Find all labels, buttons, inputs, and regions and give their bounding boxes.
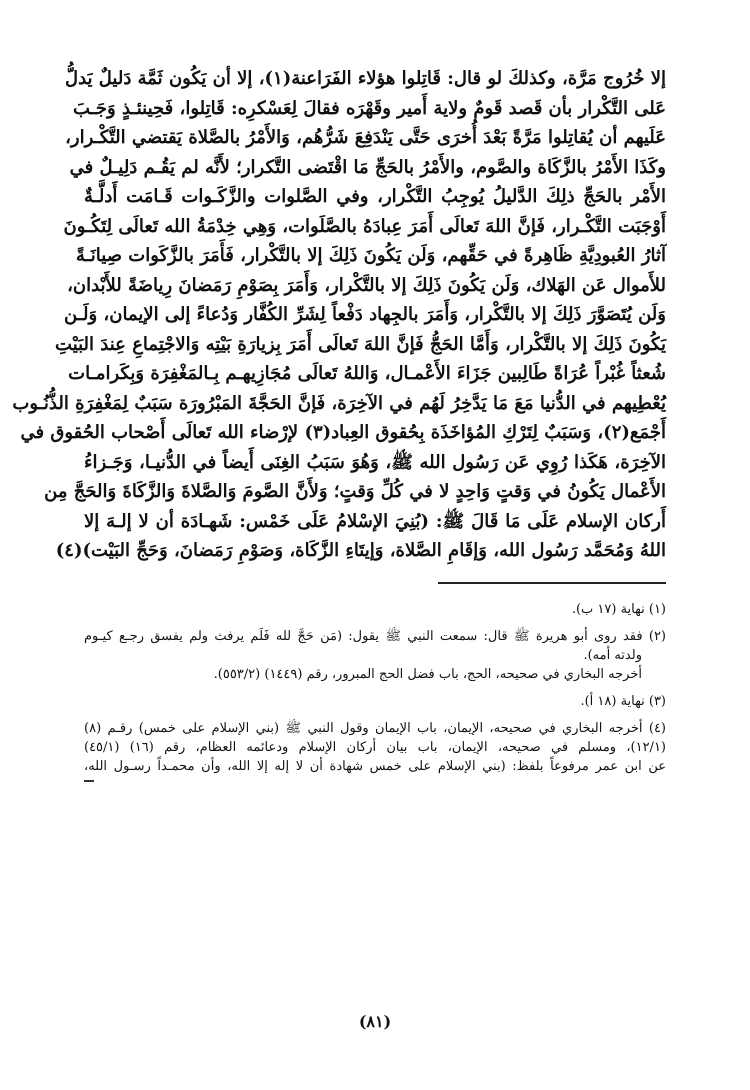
footnote-line: ولدته أمه). [583, 647, 642, 663]
text-line: الأَعْمال يَكُونُ في وَقتٍ وَاحِدٍ لا في كُلِّ وَقتٍ؛ وَلأَنَّ الصَّومَ وَالصَّلاةَ وَالزَّكَاةَ وَالحَجَّ مِن [44, 481, 666, 502]
footnote-line: (١) نهاية (١٧ ب). [571, 601, 666, 617]
text-line: اللهُ وَمُحَمَّد رَسُول الله، وَإقَامِ الصَّلاة، وَإيتَاءِ الزَّكَاة، وَصَوْمِ رَمَضانَ، وَحَجِّ البَيْت)(٤) [55, 540, 666, 561]
text-line: أَجْمَع(٢)، وَسَبَبٌ لِتَرْكِ المُؤاخَذَة بِحُقوق العِباد(٣) لإرْضاء الله تَعالَى أَصْحاب الحُقوق في [20, 422, 666, 443]
footnote-separator [438, 582, 666, 584]
page-number: (٨١) [358, 1012, 392, 1031]
text-line: يَكُونَ ذَلِكَ إلا بالتَّكْرار، وَأَمَّا الحَجُّ فَإنَّ اللهَ تَعالَى أَمَرَ بِزيارَةِ بَيْتِه وَالاجْتِماعِ عِندَ البَيْتِ [55, 333, 666, 355]
text-line: آثارُ العُبودِيَّةِ ظَاهِرةً في حَقِّهم، وَلَن يَكُونَ ذَلِكَ إلا بالتَّكْرار، فَأَمَرَ بالزَّكَوات صِيانَـةً [75, 245, 666, 266]
text-line: يُعْطِيهم في الدُّنيا مَعَ مَا يَدَّخِرُ لَهُم في الآخِرَة، فَإنَّ الحَجَّةَ المَبْرُورَة سَبَبٌ لِمَغْفِرَةِ الذُّنُـوب [12, 392, 666, 414]
continuation-mark [84, 780, 94, 782]
footnote-line: عن ابن عمر مرفوعاً بلفظ: (بني الإسلام على خمس شهادة أن لا إله إلا الله، وأن محمـداً رسـول الله، [84, 758, 666, 774]
text-line: الآخِرَة، هَكَذا رُوِي عَن رَسُول الله ﷺ، وَهُوَ سَبَبُ الغِنَى أَيضاً في الدُّنيـا، وَجَـزاءُ [84, 451, 666, 473]
text-line: عَلى التَّكْرار بأن قَصد قَومٌ ولاية أَمير وقَهْرَه فقالَ لِعَسْكرِه: قَاتِلوا، فَحِينئـذٍ وَجَـبَ [72, 97, 666, 119]
text-line: أَوْجَبَت التَّكْـرار، فَإنَّ اللهَ تَعالَى أَمَرَ عِبادَهُ بالصَّلَوات، وَهِي خِدْمَةُ الله تَعالَى لِتَكُـونَ [63, 215, 666, 237]
footnote-line: (٤) أخرجه البخاري في صحيحه، الإيمان، باب الإيمان وقول النبي ﷺ (بني الإسلام على خمس) رقـم (٨) [84, 720, 666, 736]
footnote-line: أخرجه البخاري في صحيحه، الحج، باب فضل الحج المبرور، رقم (١٤٤٩) (٥٥٣/٢). [213, 666, 642, 682]
main-text [12, 64, 666, 566]
text-line: أَركان الإسلام عَلَى مَا قَالَ ﷺ: (بُنِيَ الإسْلامُ عَلَى خَمْس: شَهـادَة أن لا إلـهَ إلا [84, 510, 666, 532]
footnotes [84, 600, 666, 776]
text-line: إلا خُرُوج مَرَّة، وكذلكَ لو قال: قَاتِلوا هؤلاء الفَرَاعنة(١)، إلا أن يَكُون ثَمَّة دَليلٌ يَدلُّ [64, 68, 666, 89]
text-line: للأَموال عَن الهَلاك، وَلَن يَكُونَ ذَلِكَ إلا بالتَّكْرار، وَأَمَرَ بِصَوْمِ رَمَضانَ رِياضَةً للأَبْدان، [67, 274, 666, 296]
text-line: شُعثاً غُبْراً عُرَاةً طَالِبين جَزَاءَ الأَعْمـال، وَاللهُ تَعالَى مُجَازِيهـم بِـالمَغْفِرَة وَبِكَرامـات [68, 363, 666, 384]
footnote-line: (٢) فقد روى أبو هريرة ﷺ قال: سمعت النبي ﷺ يقول: (مَن حَجَّ لله فَلَم يرفث ولم يفسق رجـع كيـوم [84, 628, 666, 644]
text-line: وَلَن يُتَصَوَّرَ ذَلِكَ إلا بالتَّكْرار، وَأَمَرَ بالجِهاد دَفْعاً لِشَرِّ الكُفَّار وَدُعاءً إلى الإيمان، وَلَـن [64, 304, 666, 325]
footnote-line: (١٢/١)، ومسلم في صحيحه، الإيمان، باب بيان أركان الإسلام ودعائمه العظام، رقم (١٦) (٤٥/١) [84, 739, 666, 755]
footnote-line: (٣) نهاية (١٨ أ). [580, 693, 666, 709]
text-line: الأَمْر بالحَجِّ ذلِكَ الدَّليلُ يُوجِبُ التَّكْرار، وفي الصَّلوات والزَّكَـوات قَـامَت أَدلَّـةٌ [84, 186, 666, 207]
text-line: عَلَيهم أن يُقاتِلوا مَرَّةً بَعْدَ أُخرَى حَتَّى يَنْدَفِعَ شَرُّهُم، وَالأَمْرُ بالصَّلاة يَقتضي التَّكْـرار، [65, 127, 666, 148]
text-line: وكَذَا الأَمْرُ بالزَّكَاة والصَّوم، والأَمْرُ بالحَجِّ مَا اقْتَضى التَّكرار؛ لأَنَّه لم يَقُـم دَلِيـلٌ في [69, 156, 666, 178]
